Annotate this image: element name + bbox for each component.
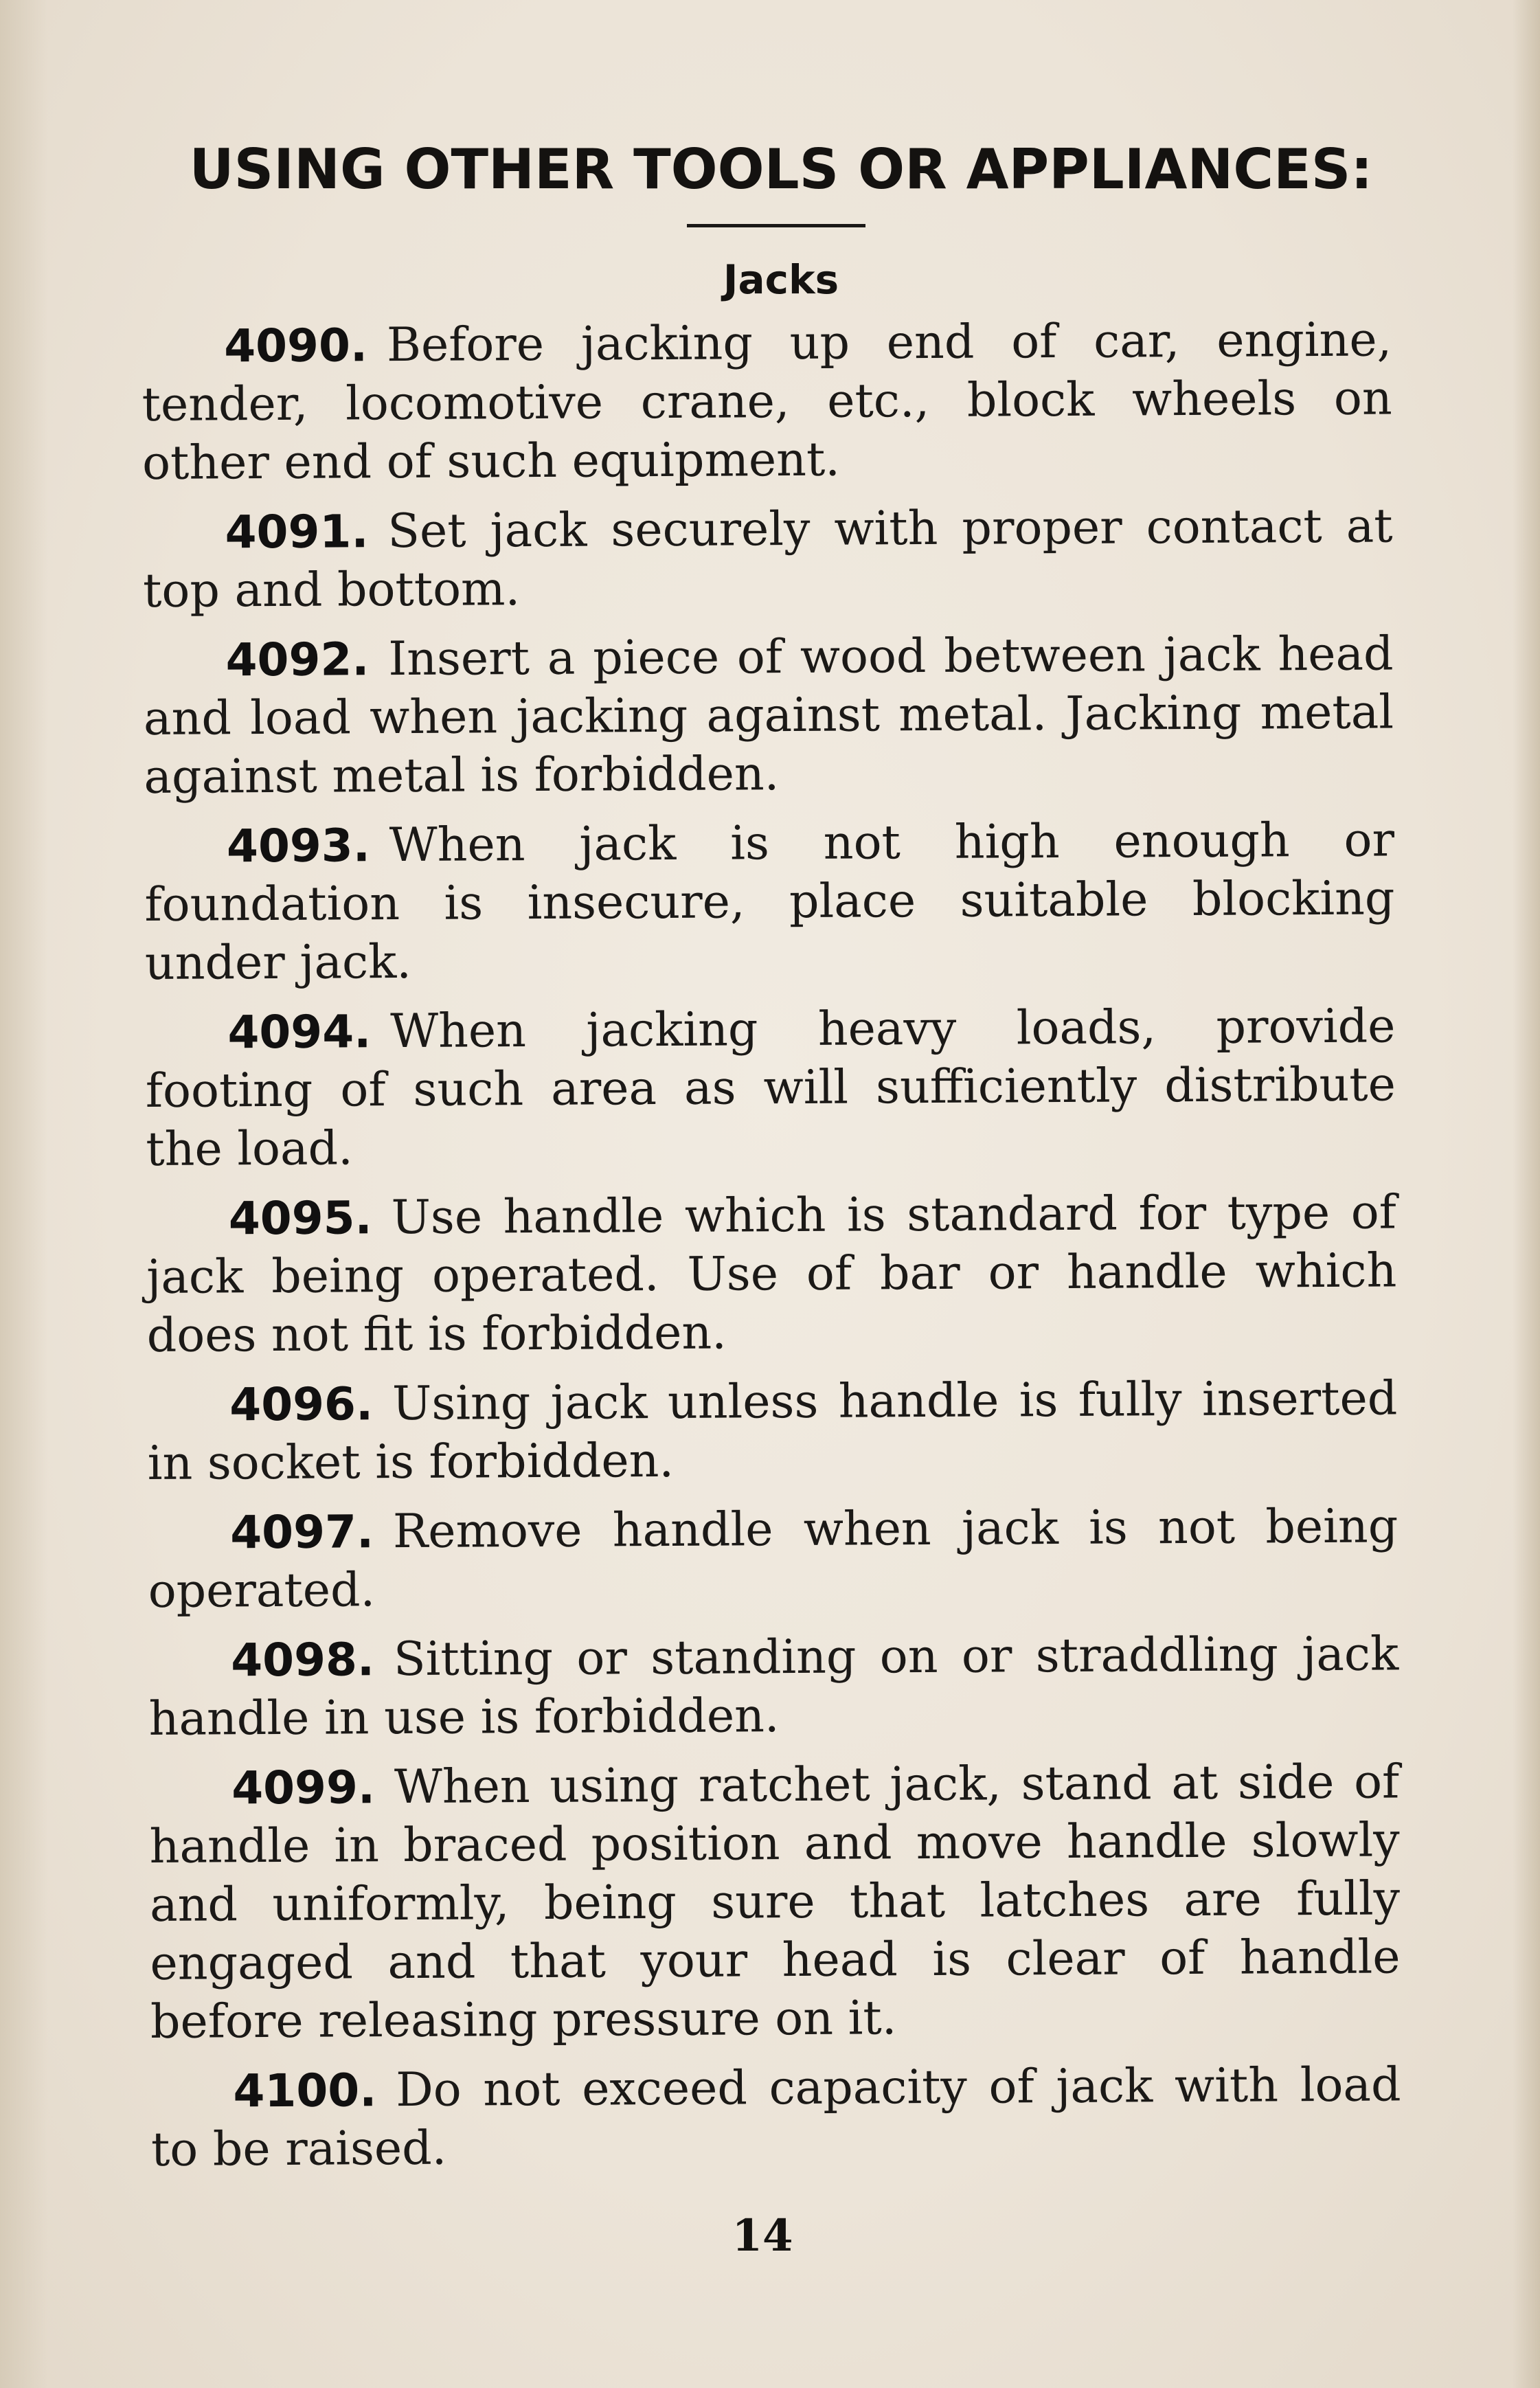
rules-list — [141, 311, 1401, 2189]
rule-item — [144, 811, 1395, 993]
rule-text: Insert a piece of wood between jack head and load when jacking against metal. Jacking metal against metal is forbidden. — [143, 627, 1394, 804]
rule-text: Set jack securely with proper contact at top and bottom. — [142, 499, 1393, 618]
rule-number: 4093. — [226, 819, 370, 873]
rule-text: When jack is not high enough or foundation is insecure, place suitable blocking under jack. — [144, 813, 1395, 991]
heading-divider — [687, 224, 865, 227]
rule-text: Before jacking up end of car, engine, tender, locomotive crane, etc., block wheels on other end of such equipment. — [141, 313, 1392, 491]
page-edge-left — [0, 0, 48, 2388]
rule-number: 4091. — [225, 505, 369, 559]
rule-item — [143, 624, 1394, 807]
rule-number: 4098. — [231, 1633, 375, 1687]
rule-item — [148, 1497, 1399, 1621]
rule-number: 4090. — [224, 319, 368, 373]
subsection-heading: Jacks — [723, 256, 839, 303]
rule-number: 4100. — [233, 2064, 377, 2118]
rule-item — [141, 311, 1392, 493]
page-edge-right — [1513, 0, 1540, 2388]
rule-item — [146, 1183, 1397, 1365]
rule-number: 4099. — [231, 1761, 376, 1815]
rule-text: Using jack unless handle is fully inserted in socket is forbidden. — [147, 1371, 1398, 1491]
page-number: 14 — [732, 2210, 793, 2262]
rule-text: Remove handle when jack is not being operated. — [148, 1499, 1399, 1619]
rule-number: 4096. — [229, 1377, 374, 1432]
rule-text: Use handle which is standard for type of jack being operated. Use of bar or handle which does not fit is forbidden. — [146, 1185, 1397, 1363]
rule-item — [147, 1369, 1398, 1493]
section-heading: USING OTHER TOOLS OR APPLIANCES: — [189, 137, 1373, 201]
rule-item — [148, 1625, 1399, 1748]
rule-item — [142, 497, 1393, 620]
rule-number: 4092. — [225, 633, 370, 687]
rule-text: Sitting or standing on or straddling jack handle in use is forbidden. — [148, 1627, 1399, 1746]
rule-text: Do not exceed capacity of jack with load to be raised. — [150, 2058, 1401, 2177]
rule-text: When using ratchet jack, stand at side of handle in braced position and move handle slowly and uniformly, being sure that latches are fully engaged and that your head is clear of handle before releasing pressure on it. — [149, 1755, 1401, 2049]
rule-item — [145, 997, 1396, 1179]
rule-item — [150, 2055, 1401, 2179]
rule-item — [149, 1753, 1401, 2051]
rule-number: 4094. — [227, 1005, 372, 1059]
rule-number: 4097. — [230, 1505, 374, 1559]
rule-number: 4095. — [228, 1191, 372, 1246]
rule-text: When jacking heavy loads, provide footing of such area as will sufficiently distribute the load. — [145, 999, 1396, 1177]
